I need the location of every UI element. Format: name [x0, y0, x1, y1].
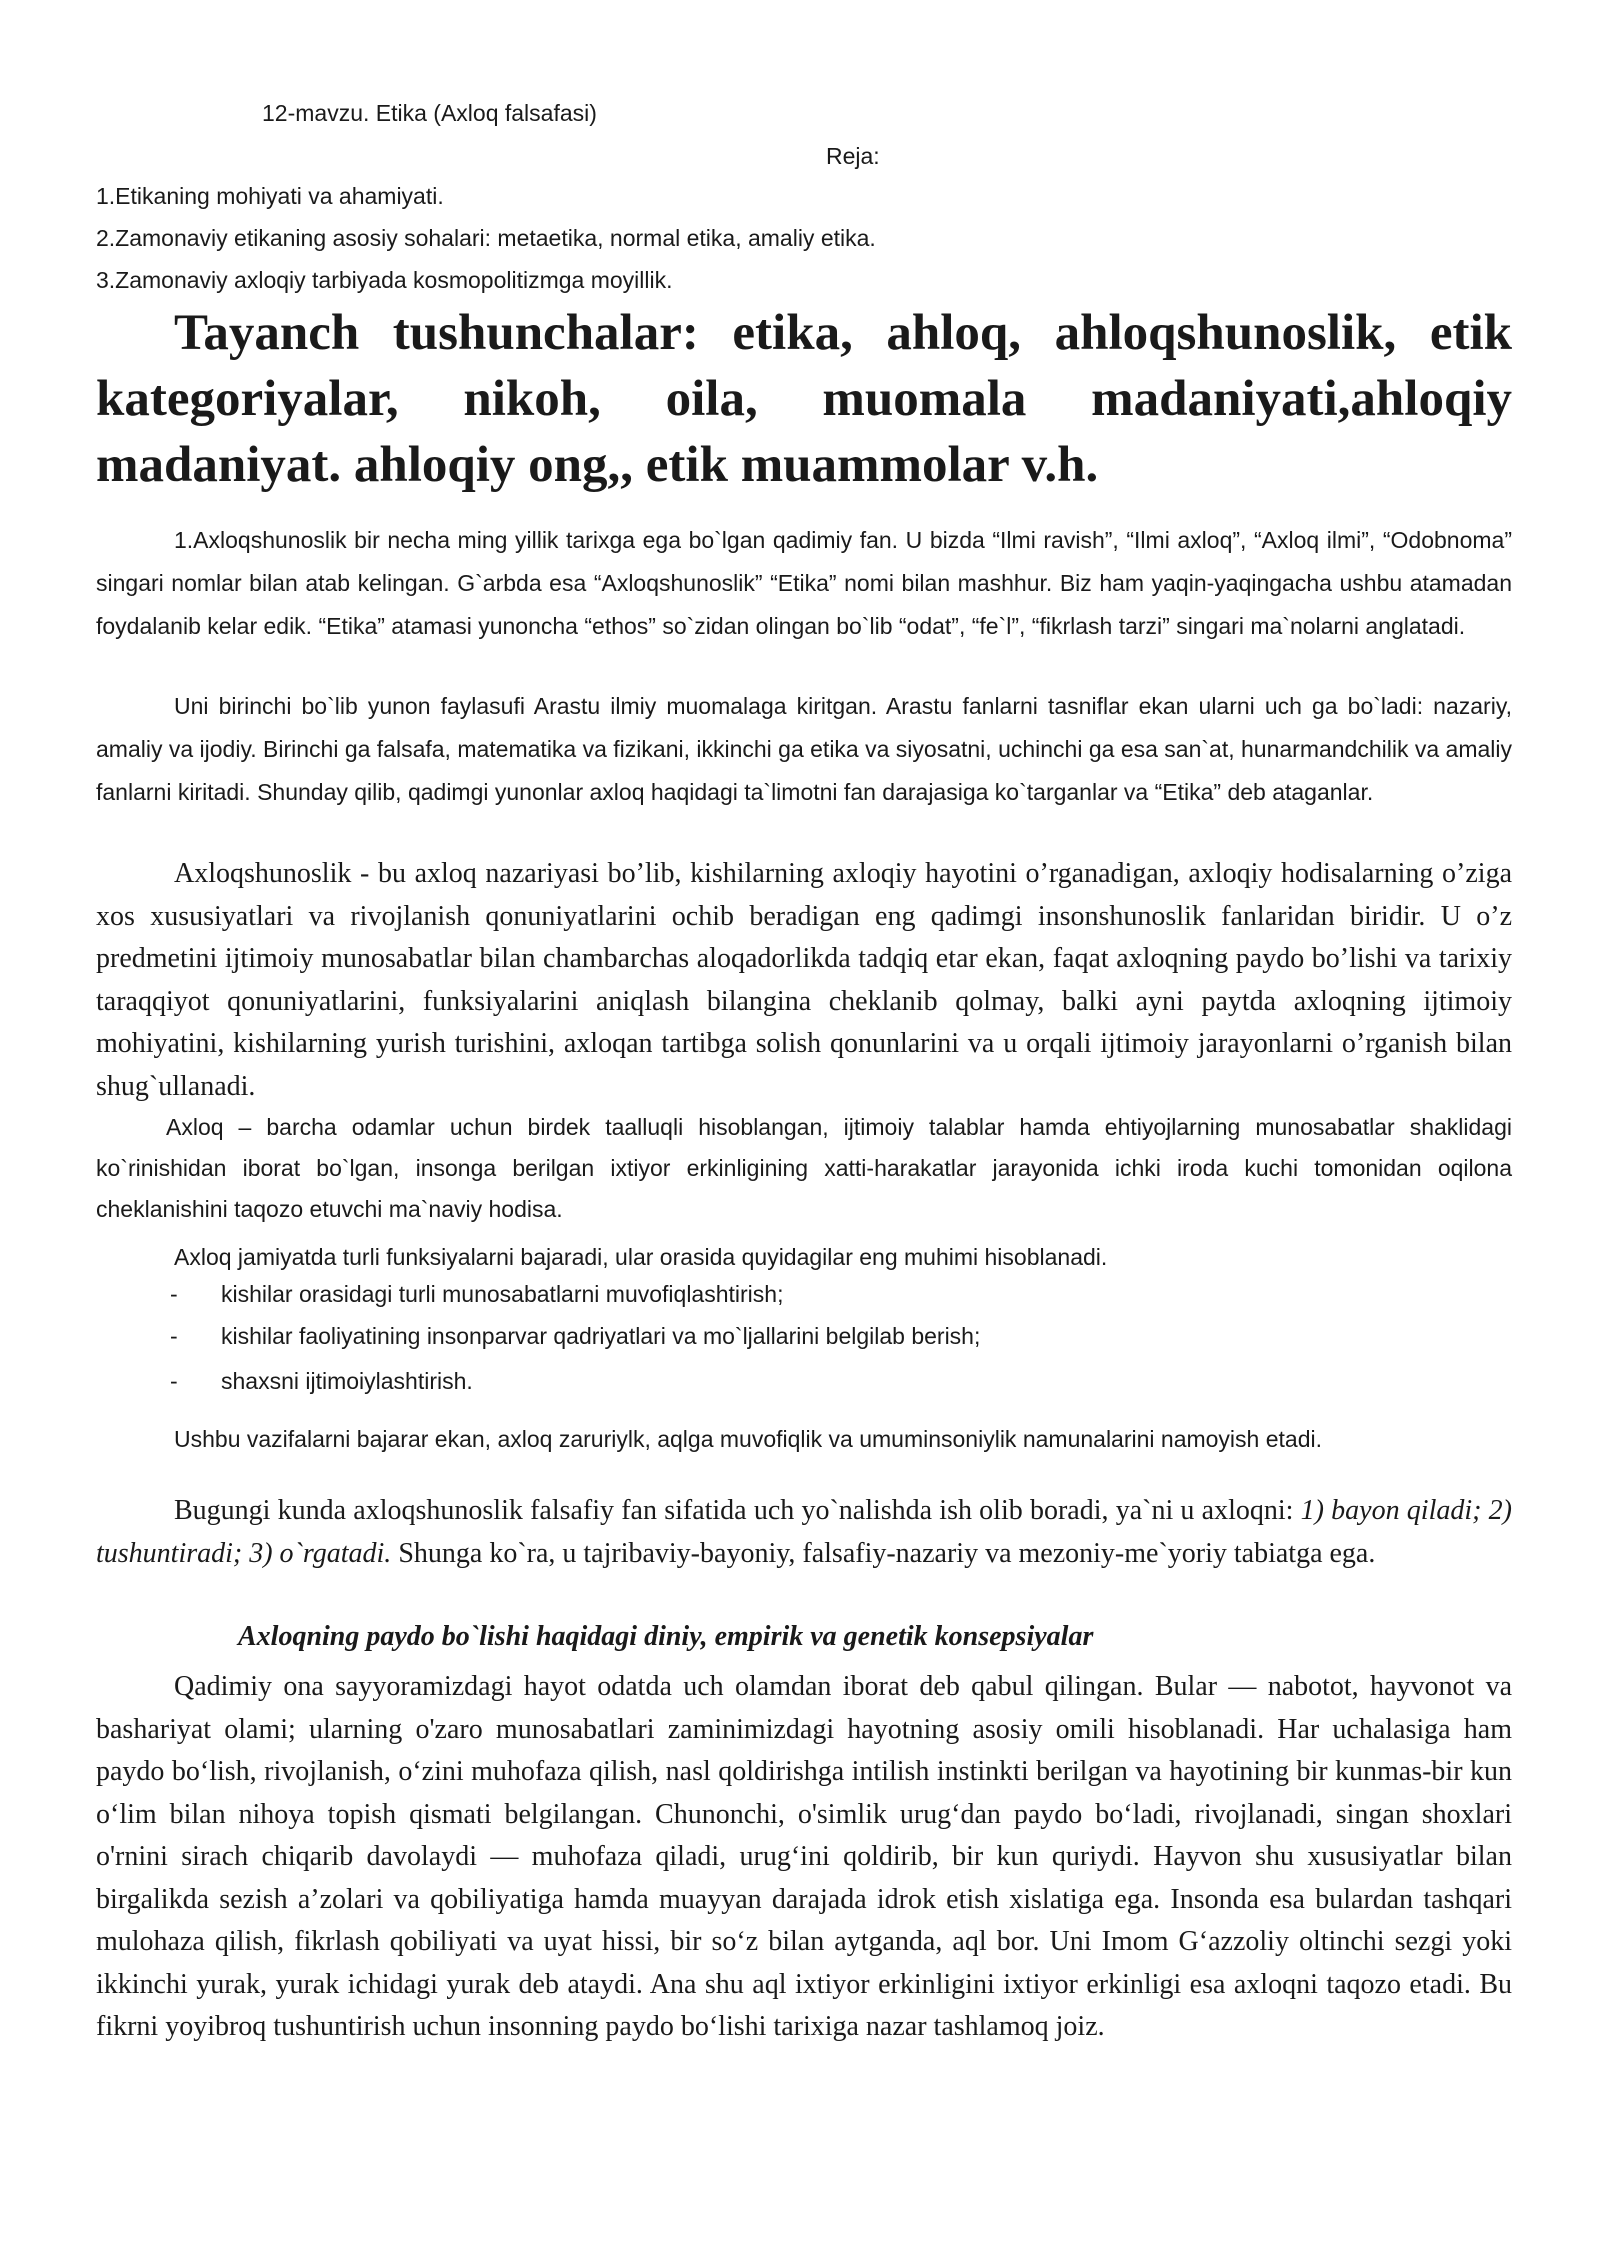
bullet-dash: - [170, 1281, 178, 1307]
list-item-text: kishilar faoliyatining insonparvar qadriyatlari va mo`ljallarini belgilab berish; [221, 1323, 981, 1349]
plan-item: 3.Zamonaviy axloqiy tarbiyada kosmopolitizmga moyillik. [96, 267, 673, 293]
document-title: 12-mavzu. Etika (Axloq falsafasi) [262, 100, 597, 126]
list-item [170, 1323, 981, 1350]
keywords-heading: Tayanch tushunchalar: etika, ahloq, ahloqshunoslik, etik kategoriyalar, nikoh, oila, muomala madaniyati,ahloqiy madaniyat. ahloqiy ong,, etik muammolar v.h. [96, 305, 1512, 493]
plan-label: Reja: [826, 143, 880, 169]
paragraph: Axloqshunoslik - bu axloq nazariyasi bo’lib, kishilarning axloqiy hayotini o’rganadigan, axloqiy hodisalarning o’ziga xos xususiyatlari va rivojlanish qonuniyatlarini ochib beradigan eng qadimgi insonshunoslik fanlaridan biridir. U o’z predmetini ijtimoiy munosabatlar bilan chambarchas aloqadorlikda tadqiq etar ekan, faqat axloqning paydo bo’lishi va tarixiy taraqqiyot qonuniyatlarini, funksiyalarini aniqlash bilangina cheklanib qolmay, balki ayni paytda axloqning ijtimoiy mohiyatini, kishilarning yurish turishini, axloqan tartibga solish qonunlarini va u orqali ijtimoiy jarayonlarni o’rganish bilan shug`ullanadi. [96, 858, 1512, 1102]
paragraph [96, 1490, 1512, 1575]
bullet-dash: - [170, 1368, 178, 1394]
paragraph: Ushbu vazifalarni bajarar ekan, axloq zaruriylk, aqlga muvofiqlik va umuminsoniylik namunalarini namoyish etadi. [174, 1426, 1322, 1452]
section-heading: Axloqning paydo bo`lishi haqidagi diniy, empirik va genetik konsepsiyalar [238, 1621, 1094, 1652]
list-item-text: shaxsni ijtimoiylashtirish. [221, 1368, 473, 1394]
paragraph-text: Bugungi kunda axloqshunoslik falsafiy fan sifatida uch yo`nalishda ish olib boradi, ya`ni u axloqni: [174, 1495, 1301, 1526]
bullet-dash: - [170, 1323, 178, 1349]
paragraph: Axloq jamiyatda turli funksiyalarni bajaradi, ular orasida quyidagilar eng muhimi hisoblanadi. [174, 1244, 1108, 1270]
paragraph: Uni birinchi bo`lib yunon faylasufi Arastu ilmiy muomalaga kiritgan. Arastu fanlarni tasniflar ekan ularni uch ga bo`ladi: nazariy, amaliy va ijodiy. Birinchi ga falsafa, matematika va fizikani, ikkinchi ga etika va siyosatni, uchinchi ga esa san`at, hunarmandchilik va amaliy fanlarni kiritadi. Shunday qilib, qadimgi yunonlar axloq haqidagi ta`limotni fan darajasiga ko`targanlar va “Etika” deb ataganlar. [96, 693, 1513, 805]
plan-item: 2.Zamonaviy etikaning asosiy sohalari: metaetika, normal etika, amaliy etika. [96, 225, 876, 251]
plan-item: 1.Etikaning mohiyati va ahamiyati. [96, 183, 444, 209]
list-item [170, 1368, 473, 1395]
list-item [170, 1281, 784, 1308]
paragraph: 1.Axloqshunoslik bir necha ming yillik tarixga ega bo`lgan qadimiy fan. U bizda “Ilmi ravish”, “Ilmi axloq”, “Axloq ilmi”, “Odobnoma” singari nomlar bilan atab kelingan. G`arbda esa “Axloqshunoslik” “Etika” nomi bilan mashhur. Biz ham yaqin-yaqingacha ushbu atamadan foydalanib kelar edik. “Etika” atamasi yunoncha “ethos” so`zidan olingan bo`lib “odat”, “fe`l”, “fikrlash tarzi” singari ma`nolarni anglatadi. [96, 527, 1512, 639]
paragraph: Qadimiy ona sayyoramizdagi hayot odatda uch olamdan iborat deb qabul qilingan. Bular — nabotot, hayvonot va bashariyat olami; ularning o'zaro munosabatlari zaminimizdagi hayotning asosiy omili hisoblanadi. Har uchalasiga ham paydo bo‘lish, rivojlanish, o‘zini muhofaza qilish, nasl qoldirishga intilish instinkti berilgan va hayotining bir kunmas-bir kun o‘lim bilan nihoya topish qismati belgilangan. Chunonchi, o'simlik urug‘dan paydo bo‘ladi, rivojlanadi, singan shoxlari o'rnini sirach chiqarib davolaydi — muhofaza qiladi, urug‘ini qoldirib, bir kun quriydi. Hayvon shu xususiyatlar bilan birgalikda sezish a’zolari va qobiliyatiga hamda muayyan darajada idrok etish xislatiga ega. Insonda esa bulardan tashqari mulohaza qilish, fikrlash qobiliyati va uyat hissi, bir so‘z bilan aytganda, aql bor. Uni Imom G‘azzoliy oltinchi sezgi yoki ikkinchi yurak, yurak ichidagi yurak deb ataydi. Ana shu aql ixtiyor erkinligini ixtiyor erkinligi esa axloqni taqozo etadi. Bu fikrni yoyibroq tushuntirish uchun insonning paydo bo‘lishi tarixiga nazar tashlamoq joiz. [96, 1671, 1512, 2042]
list-item-text: kishilar orasidagi turli munosabatlarni muvofiqlashtirish; [221, 1281, 784, 1307]
paragraph: Axloq – barcha odamlar uchun birdek taalluqli hisoblangan, ijtimoiy talablar hamda ehtiyojlarning munosabatlar shaklidagi ko`rinishidan iborat bo`lgan, insonga berilgan ixtiyor erkinligining xatti-harakatlar jarayonida ichki iroda kuchi tomonidan oqilona cheklanishini taqozo etuvchi ma`naviy hodisa. [96, 1114, 1512, 1222]
paragraph-italic-text: 1) bayon qiladi; 2) tushuntiradi; 3) o`rgatadi. [96, 1495, 1512, 1569]
paragraph-text: Shunga ko`ra, u tajribaviy-bayoniy, falsafiy-nazariy va mezoniy-me`yoriy tabiatga ega. [391, 1537, 1376, 1569]
